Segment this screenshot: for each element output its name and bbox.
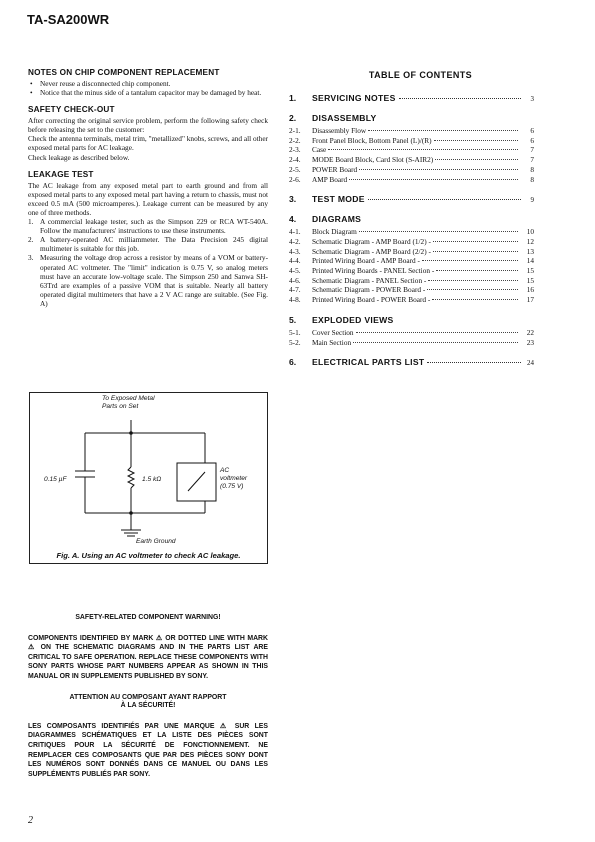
figure-label-capacitor: 0.15 µF xyxy=(44,476,67,483)
figure-a xyxy=(29,392,268,564)
figure-label-voltmeter: AC voltmeter (0.75 V) xyxy=(220,467,248,490)
leakage-method: 3. Measuring the voltage drop across a resistor by means of a VOM or battery-operated AC voltmeter. The "limit" indication is 0.75 V, so analog meters must have an accurate low-voltage scale. The Simpson 250 and Sanwa SH-63Trd are examples of a passive VOM that is suitable. Nearly all battery operated digital multimeters that have a 2 V AC range are suitable. (See Fig. A) xyxy=(28,253,268,308)
toc-item[interactable]: 2-3. Case 7 xyxy=(289,145,534,155)
leakage-method: 2. A battery-operated AC milliammeter. The Data Precision 245 digital multimeter is suitable for this job. xyxy=(28,235,268,254)
toc-section-exploded-views[interactable]: 5. EXPLODED VIEWS xyxy=(289,314,394,325)
safety-section xyxy=(28,105,268,161)
page-number: 2 xyxy=(28,815,33,826)
left-column xyxy=(28,68,268,316)
toc-item[interactable]: 2-2. Front Panel Block, Bottom Panel (L)/(R) 6 xyxy=(289,135,534,145)
model-number: TA-SA200WR xyxy=(27,12,110,27)
notes-item: • Never reuse a disconnected chip component. xyxy=(28,79,268,88)
figure-label-earth-ground: Earth Ground xyxy=(136,538,176,545)
safety-text: After correcting the original service problem, perform the following safety check before releasing the set to the customer: xyxy=(28,116,268,135)
toc-title: TABLE OF CONTENTS xyxy=(368,70,473,80)
toc-item[interactable]: 4-7. Schematic Diagram - POWER Board - 16 xyxy=(289,285,534,295)
toc-item[interactable]: 4-2. Schematic Diagram - AMP Board (1/2) - 12 xyxy=(289,236,534,246)
table-of-contents xyxy=(289,70,534,367)
toc-item[interactable]: 2-4. MODE Board Block, Card Slot (S-AIR2) 7 xyxy=(289,155,534,165)
notes-heading: NOTES ON CHIP COMPONENT REPLACEMENT xyxy=(28,68,220,77)
leakage-section xyxy=(28,170,268,308)
leakage-heading: LEAKAGE TEST xyxy=(28,169,94,179)
toc-item[interactable]: 4-5. Printed Wiring Boards - PANEL Section - 15 xyxy=(289,266,534,276)
figure-label-resistor: 1.5 kΩ xyxy=(142,476,162,483)
toc-item[interactable]: 4-8. Printed Wiring Board - POWER Board - 17 xyxy=(289,295,534,305)
toc-section-disassembly[interactable]: 2. DISASSEMBLY xyxy=(289,113,377,123)
safety-warning-block xyxy=(28,614,268,791)
warning-text-en: COMPONENTS IDENTIFIED BY MARK ⚠ OR DOTTED LINE WITH MARK ⚠ ON THE SCHEMATIC DIAGRAMS AND IN THE PARTS LIST ARE CRITICAL TO SAFE OPERATION. REPLACE THESE COMPONENTS WITH SONY PARTS WHOSE PART NUMBERS APPEAR AS SHOWN IN THIS MANUAL OR IN SUPPLEMENTS PUBLISHED BY SONY. xyxy=(28,634,268,680)
toc-item[interactable]: 4-1. Block Diagram 10 xyxy=(289,227,534,237)
figure-label-exposed-metal: To Exposed Metal Parts on Set xyxy=(102,395,155,410)
notes-list xyxy=(28,79,268,97)
safety-heading: SAFETY CHECK-OUT xyxy=(28,105,115,115)
toc-section-servicing-notes[interactable]: 1. SERVICING NOTES 3 xyxy=(289,93,534,103)
safety-text: Check the antenna terminals, metal trim, "metallized" knobs, screws, and all other exposed metal parts for AC leakage. xyxy=(28,134,268,153)
notes-section xyxy=(28,68,268,97)
toc-item[interactable]: 4-3. Schematic Diagram - AMP Board (2/2) - 13 xyxy=(289,246,534,256)
toc-section-diagrams[interactable]: 4. DIAGRAMS xyxy=(289,214,362,225)
toc-section-test-mode[interactable]: 3. TEST MODE 9 xyxy=(289,194,534,205)
safety-text: Check leakage as described below. xyxy=(28,152,130,162)
warning-text-fr: LES COMPOSANTS IDENTIFIÉS PAR UNE MARQUE ⚠ SUR LES DIAGRAMMES SCHÉMATIQUES ET LA LISTE DES PIÈCES SONT CRITIQUES POUR LA SÉCURITÉ DE FONCTIONNEMENT. NE REMPLACER CES COMPOSANTS QUE PAR DES PIÈCES SONY DONT LES NUMÉROS SONT DONNÉS DANS CE MANUEL OU DANS LES SUPPLÉMENTS PUBLIÉS PAR SONY. xyxy=(28,722,268,778)
toc-item[interactable]: 4-6. Schematic Diagram - PANEL Section - 15 xyxy=(289,275,534,285)
toc-item[interactable]: 2-6. AMP Board 8 xyxy=(289,174,534,184)
notes-item: • Notice that the minus side of a tantalum capacitor may be damaged by heat. xyxy=(28,88,268,97)
leakage-method: 1. A commercial leakage tester, such as the Simpson 229 or RCA WT-540A. Follow the manufacturers' instructions to use these instruments. xyxy=(28,217,268,236)
toc-item[interactable]: 2-5. POWER Board 8 xyxy=(289,164,534,174)
toc-item[interactable]: 5-1. Cover Section 22 xyxy=(289,327,534,337)
toc-item[interactable]: 2-1. Disassembly Flow 6 xyxy=(289,126,534,135)
figure-caption: Fig. A. Using an AC voltmeter to check AC leakage. xyxy=(56,551,241,560)
toc-section-electrical-parts-list[interactable]: 6. ELECTRICAL PARTS LIST 24 xyxy=(289,357,534,368)
warning-title-fr: ATTENTION AU COMPOSANT AYANT RAPPORT À LA SÉCURITÉ! xyxy=(69,693,227,710)
toc-item[interactable]: 5-2. Main Section 23 xyxy=(289,337,534,347)
warning-title-en: SAFETY-RELATED COMPONENT WARNING! xyxy=(75,614,221,621)
toc-item[interactable]: 4-4. Printed Wiring Board - AMP Board - 14 xyxy=(289,256,534,266)
leakage-intro: The AC leakage from any exposed metal part to earth ground and from all exposed metal parts to any exposed metal part having a return to chassis, must not exceed 0.5 mA (500 microamperes.). Leakage current can be measured by any one of three methods. xyxy=(28,180,268,217)
leakage-methods xyxy=(28,217,268,308)
